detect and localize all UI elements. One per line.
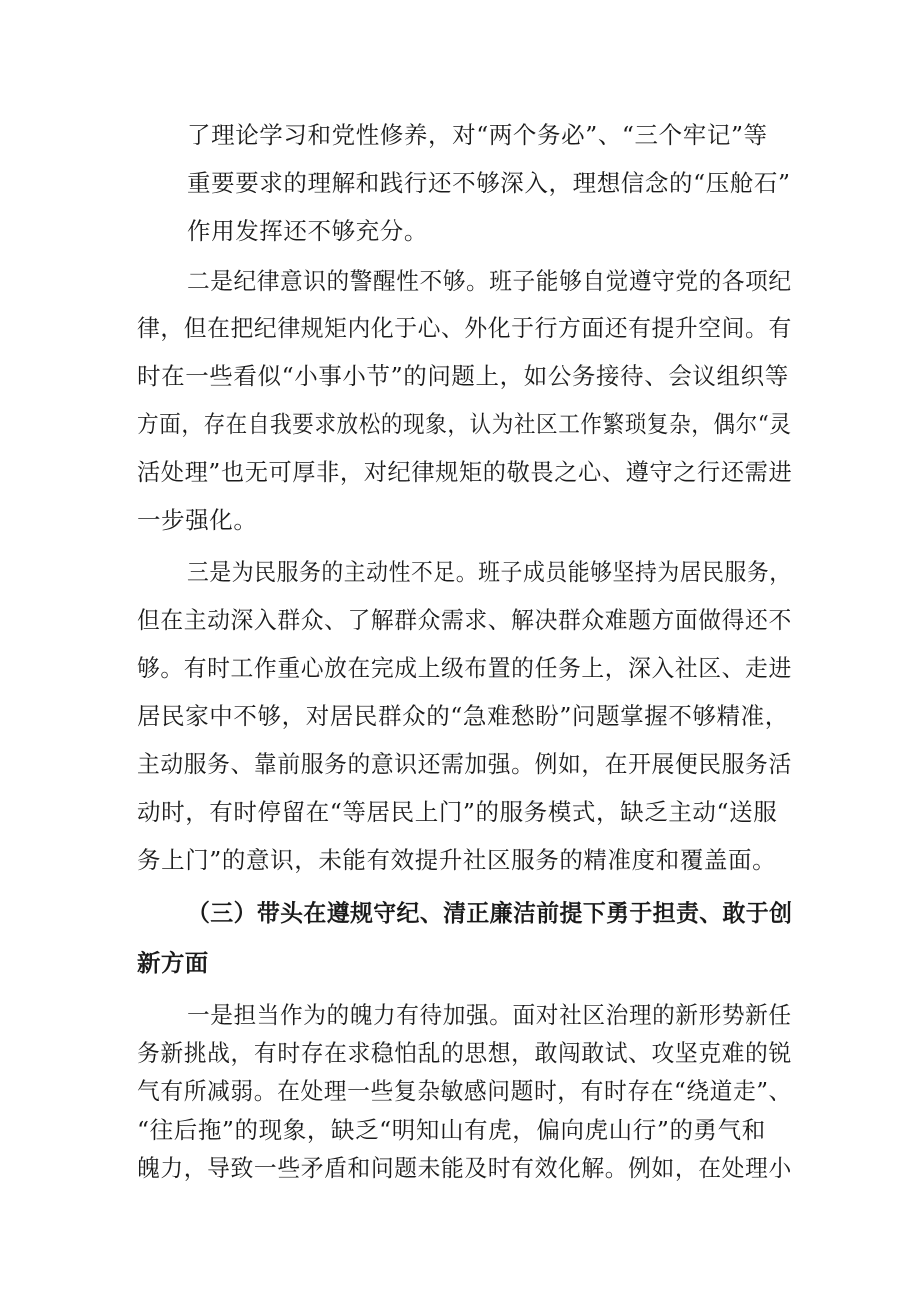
paragraph-line: 主动服务、靠前服务的意识还需加强。例如，在开展便民服务活 bbox=[137, 750, 792, 778]
section-heading: （三）带头在遵规守纪、清正廉洁前提下勇于担责、敢于创 bbox=[187, 899, 793, 927]
paragraph-line: 动时，有时停留在“等居民上门”的服务模式，缺乏主动“送服 bbox=[137, 798, 778, 826]
paragraph-line: 务上门”的意识，未能有效提升社区服务的精准度和覆盖面。 bbox=[137, 846, 777, 874]
paragraph-line: 时在一些看似“小事小节”的问题上，如公务接待、会议组织等 bbox=[137, 362, 789, 390]
paragraph-line: 作用发挥还不够充分。 bbox=[187, 217, 428, 245]
paragraph-line: 三是为民服务的主动性不足。班子成员能够坚持为居民服务， bbox=[187, 558, 792, 586]
paragraph-line: 但在主动深入群众、了解群众需求、解决群众难题方面做得还不 bbox=[137, 606, 792, 634]
paragraph-line: 了理论学习和党性修养，对“两个务必”、“三个牢记”等 bbox=[187, 121, 768, 149]
paragraph-line: 魄力，导致一些矛盾和问题未能及时有效化解。例如，在处理小 bbox=[137, 1154, 792, 1182]
paragraph-line: 一步强化。 bbox=[137, 506, 258, 534]
paragraph-line: 活处理”也无可厚非，对纪律规矩的敬畏之心、遵守之行还需进 bbox=[137, 458, 793, 486]
paragraph-line: 律，但在把纪律规矩内化于心、外化于行方面还有提升空间。有 bbox=[137, 314, 792, 342]
paragraph-line: 一是担当作为的魄力有待加强。面对社区治理的新形势新任 bbox=[187, 1001, 792, 1029]
paragraph-line: 够。有时工作重心放在完成上级布置的任务上，深入社区、走进 bbox=[137, 654, 792, 682]
paragraph-line: 务新挑战，有时存在求稳怕乱的思想，敢闯敢试、攻坚克难的锐 bbox=[137, 1039, 792, 1067]
paragraph-line: 重要要求的理解和践行还不够深入，理想信念的“压舱石” bbox=[187, 169, 791, 197]
paragraph-line: 方面，存在自我要求放松的现象，认为社区工作繁琐复杂，偶尔“灵 bbox=[137, 410, 792, 438]
paragraph-line: 居民家中不够，对居民群众的“急难愁盼”问题掌握不够精准， bbox=[137, 702, 789, 730]
paragraph-line: 气有所减弱。在处理一些复杂敏感问题时，有时存在“绕道走”、 bbox=[137, 1077, 792, 1105]
paragraph-line: 二是纪律意识的警醒性不够。班子能够自觉遵守党的各项纪 bbox=[187, 267, 792, 295]
paragraph-line: “往后拖”的现象，缺乏“明知山有虎，偏向虎山行”的勇气和 bbox=[137, 1116, 766, 1144]
section-heading: 新方面 bbox=[137, 949, 209, 977]
